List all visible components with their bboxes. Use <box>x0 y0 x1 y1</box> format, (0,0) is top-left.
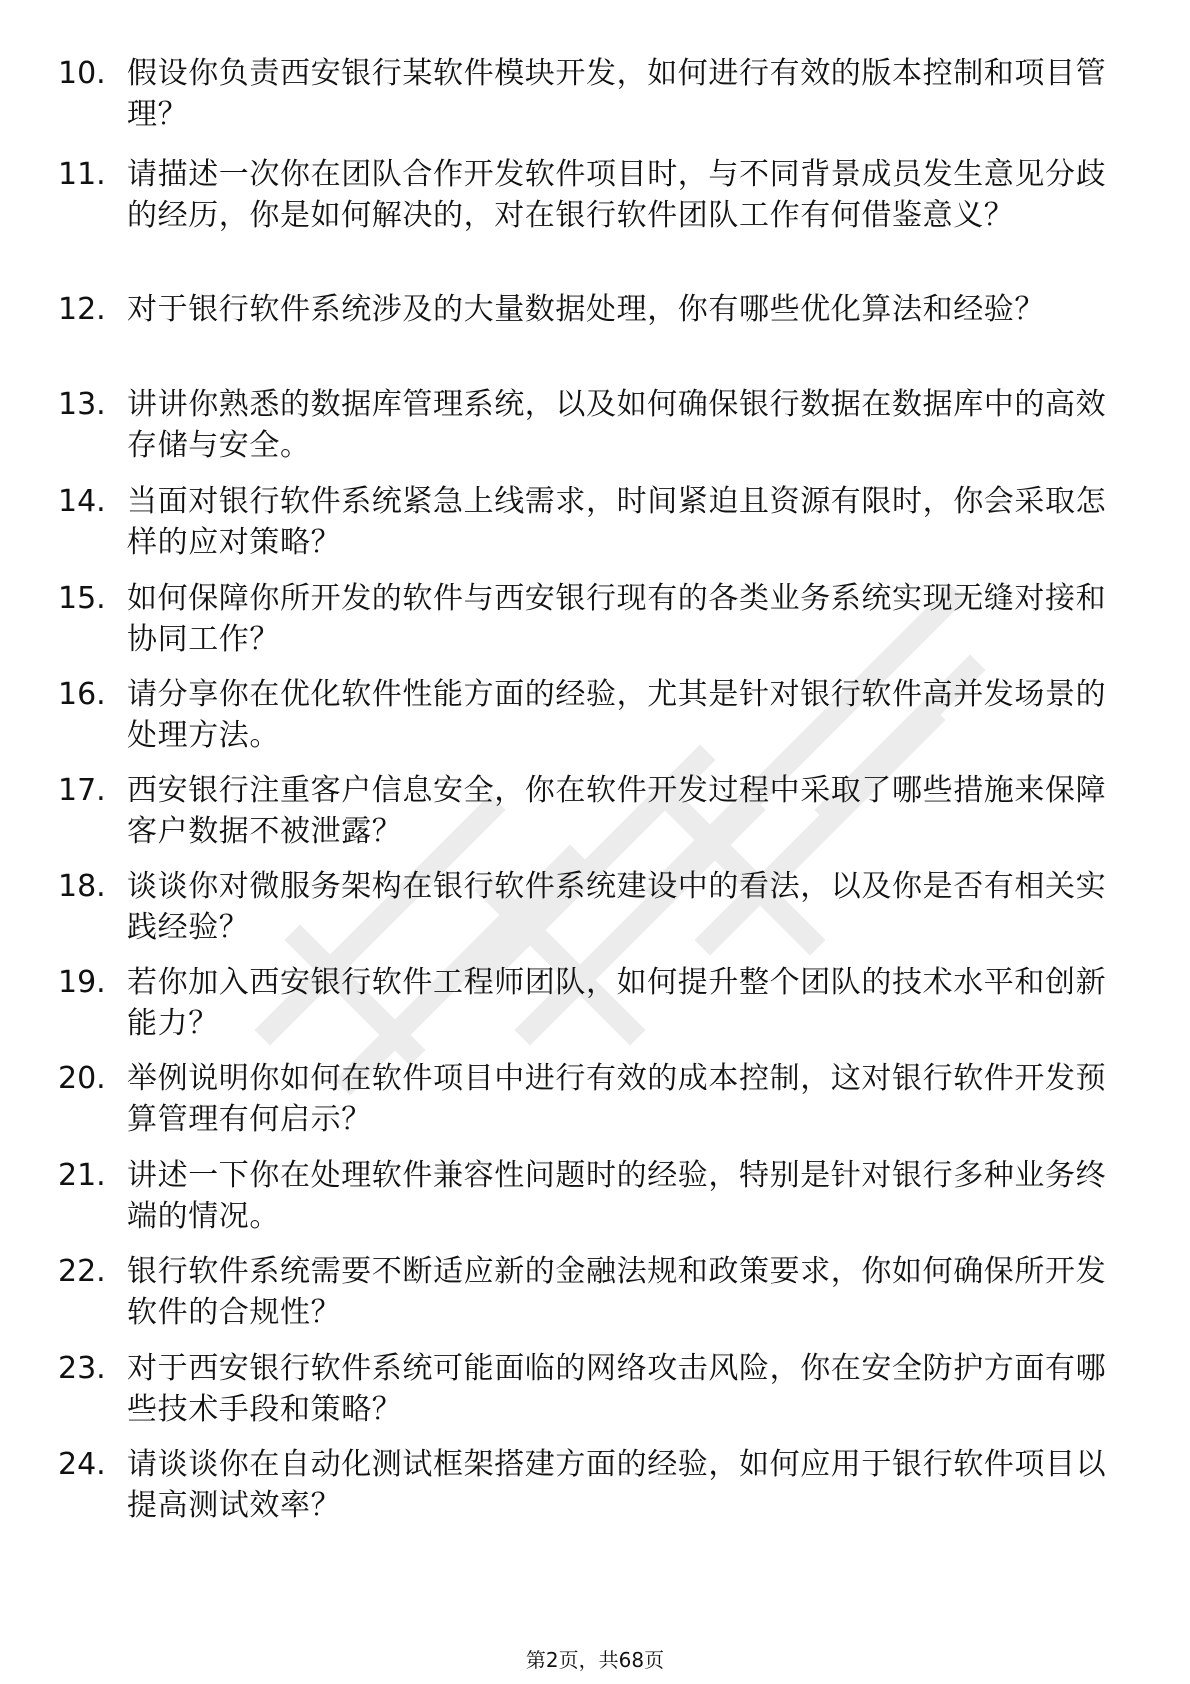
question-number: 14. <box>58 484 106 519</box>
question-text: 谈谈你对微服务架构在银行软件系统建设中的看法，以及你是否有相关实践经验？ <box>127 869 1107 945</box>
question-text: 请分享你在优化软件性能方面的经验，尤其是针对银行软件高并发场景的处理方法。 <box>127 677 1107 753</box>
question-text: 如何保障你所开发的软件与西安银行现有的各类业务系统实现无缝对接和协同工作？ <box>127 581 1107 657</box>
question-number: 10. <box>58 56 106 91</box>
question-number: 21. <box>58 1158 106 1193</box>
question-number: 24. <box>58 1447 106 1482</box>
question-number: 13. <box>58 387 106 422</box>
question-text: 举例说明你如何在软件项目中进行有效的成本控制，这对银行软件开发预算管理有何启示？ <box>127 1061 1107 1137</box>
question-text: 讲讲你熟悉的数据库管理系统，以及如何确保银行数据在数据库中的高效存储与安全。 <box>127 387 1107 463</box>
question-number: 15. <box>58 581 106 616</box>
question-text: 西安银行注重客户信息安全，你在软件开发过程中采取了哪些措施来保障客户数据不被泄露？ <box>127 773 1107 849</box>
question-number: 20. <box>58 1061 106 1096</box>
question-text: 对于西安银行软件系统可能面临的网络攻击风险，你在安全防护方面有哪些技术手段和策略？ <box>127 1351 1107 1427</box>
question-number: 22. <box>58 1254 106 1289</box>
question-text: 若你加入西安银行软件工程师团队，如何提升整个团队的技术水平和创新能力？ <box>127 965 1107 1041</box>
question-number: 16. <box>58 677 106 712</box>
question-number: 17. <box>58 773 106 808</box>
question-text: 请描述一次你在团队合作开发软件项目时，与不同背景成员发生意见分歧的经历，你是如何解决的，对在银行软件团队工作有何借鉴意义？ <box>127 157 1107 233</box>
question-number: 19. <box>58 965 106 1000</box>
question-number: 18. <box>58 869 106 904</box>
page-number-footer: 第2页，共68页 <box>525 1648 665 1672</box>
question-number: 23. <box>58 1351 106 1386</box>
question-number: 12. <box>58 292 106 327</box>
question-text: 银行软件系统需要不断适应新的金融法规和政策要求，你如何确保所开发软件的合规性？ <box>127 1254 1107 1330</box>
question-text: 对于银行软件系统涉及的大量数据处理，你有哪些优化算法和经验？ <box>127 292 1045 327</box>
question-text: 讲述一下你在处理软件兼容性问题时的经验，特别是针对银行多种业务终端的情况。 <box>127 1158 1107 1234</box>
question-number: 11. <box>58 157 106 192</box>
question-text: 当面对银行软件系统紧急上线需求，时间紧迫且资源有限时，你会采取怎样的应对策略？ <box>127 484 1107 560</box>
question-text: 假设你负责西安银行某软件模块开发，如何进行有效的版本控制和项目管理？ <box>127 56 1107 132</box>
question-text: 请谈谈你在自动化测试框架搭建方面的经验，如何应用于银行软件项目以提高测试效率？ <box>127 1447 1107 1523</box>
